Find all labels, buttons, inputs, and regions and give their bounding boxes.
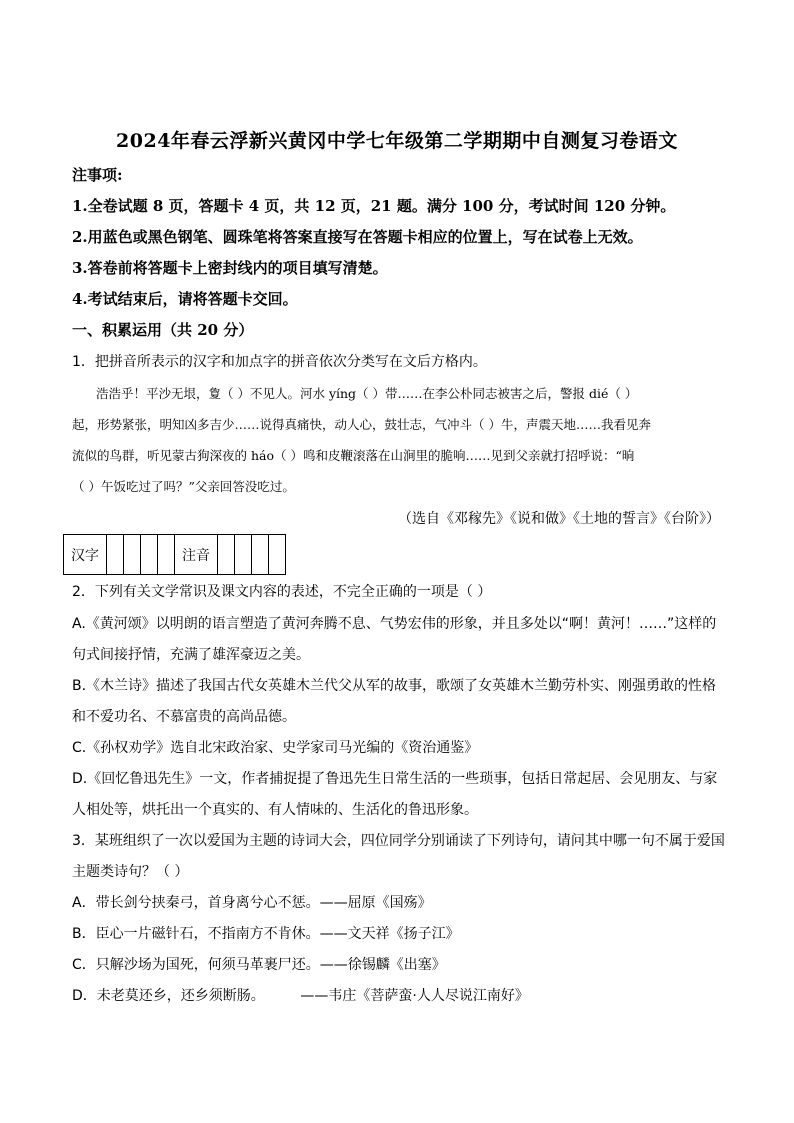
question-3-option-a: A．带长剑兮挟秦弓，首身离兮心不惩。——屈原《国殇》: [72, 895, 432, 911]
passage-line-3: 流似的鸟群，听见蒙古狗深夜的 háo（ ）鸣和皮鞭滚落在山涧里的脆响……见到父亲就打招呼说：“晌: [72, 448, 635, 463]
answer-cell[interactable]: [141, 535, 158, 575]
answer-grid-label-pinyin: 注音: [175, 535, 218, 575]
notice-item-1: 1.全卷试题 8 页，答题卡 4 页，共 12 页，21 题。满分 100 分，考试时间 120 分钟。: [72, 197, 676, 215]
notice-heading: 注事项:: [72, 166, 123, 184]
answer-cell[interactable]: [218, 535, 235, 575]
question-2-option-b-cont: 和不爱功名、不慕富贵的高尚品德。: [72, 709, 296, 725]
answer-cell[interactable]: [235, 535, 252, 575]
passage-line-4: （ ）午饭吃过了吗？”父亲回答没吃过。: [72, 479, 295, 494]
answer-cell[interactable]: [269, 535, 286, 575]
question-3-stem-cont: 主题类诗句？（ ）: [72, 864, 189, 880]
section-heading: 一、积累运用（共 20 分）: [72, 321, 254, 339]
page-title: 2024年春云浮新兴黄冈中学七年级第二学期期中自测复习卷语文: [116, 130, 678, 152]
notice-item-2: 2.用蓝色或黑色钢笔、圆珠笔将答案直接写在答题卡相应的位置上，写在试卷上无效。: [72, 228, 643, 246]
question-3-option-b: B．臣心一片磁针石，不指南方不肯休。——文天祥《扬子江》: [72, 926, 460, 942]
notice-item-3: 3.答卷前将答题卡上密封线内的项目填写清楚。: [72, 259, 388, 277]
passage-source: （选自《邓稼先》《说和做》《土地的誓言》《台阶》）: [398, 511, 720, 527]
question-2-option-a-cont: 句式间接抒情，充满了雄浑豪迈之美。: [72, 647, 310, 663]
answer-grid-label-chars: 汉字: [64, 535, 107, 575]
question-2-option-d-cont: 人相处等，烘托出一个真实的、有人情味的、生活化的鲁迅形象。: [72, 802, 478, 818]
answer-cell[interactable]: [107, 535, 124, 575]
question-2-option-b: B.《木兰诗》描述了我国古代女英雄木兰代父从军的故事，歌颂了女英雄木兰勤劳朴实、刚强勇敢的性格: [72, 678, 717, 694]
question-2-stem: 2．下列有关文学常识及课文内容的表述，不完全正确的一项是（ ）: [72, 584, 492, 600]
answer-grid: [63, 534, 286, 575]
question-2-option-a: A.《黄河颂》以明朗的语言塑造了黄河奔腾不息、气势宏伟的形象，并且多处以“啊！黄河！……”这样的: [72, 616, 717, 632]
answer-cell[interactable]: [158, 535, 175, 575]
passage-line-1: 浩浩乎！平沙无垠，夐（ ）不见人。河水 yíng（ ）带……在李公朴同志被害之后，警报 dié（ ）: [96, 386, 638, 401]
question-3-option-d: D．未老莫还乡，还乡须断肠。 ——韦庄《菩萨蛮·人人尽说江南好》: [72, 988, 529, 1004]
question-2-option-d: D.《回忆鲁迅先生》一文，作者捕捉提了鲁迅先生日常生活的一些琐事，包括日常起居、会见朋友、与家: [72, 771, 718, 787]
question-2-option-c: C.《孙权劝学》选自北宋政治家、史学家司马光编的《资治通鉴》: [72, 740, 479, 756]
question-3-stem: 3．某班组织了一次以爱国为主题的诗词大会，四位同学分别诵读了下列诗句，请问其中哪一句不属于爱国: [72, 833, 725, 849]
answer-cell[interactable]: [252, 535, 269, 575]
notice-item-4: 4.考试结束后，请将答题卡交回。: [72, 290, 298, 308]
question-1-stem: 1．把拼音所表示的汉字和加点字的拼音依次分类写在文后方格内。: [72, 354, 487, 370]
question-3-option-c: C．只解沙场为国死，何须马革裹尸还。——徐锡麟《出塞》: [72, 957, 446, 973]
passage-line-2: 起，形势紧张，明知凶多吉少……说得真痛快，动人心，鼓壮志，气冲斗（ ）牛，声震天地……我看见奔: [72, 417, 651, 432]
answer-cell[interactable]: [124, 535, 141, 575]
